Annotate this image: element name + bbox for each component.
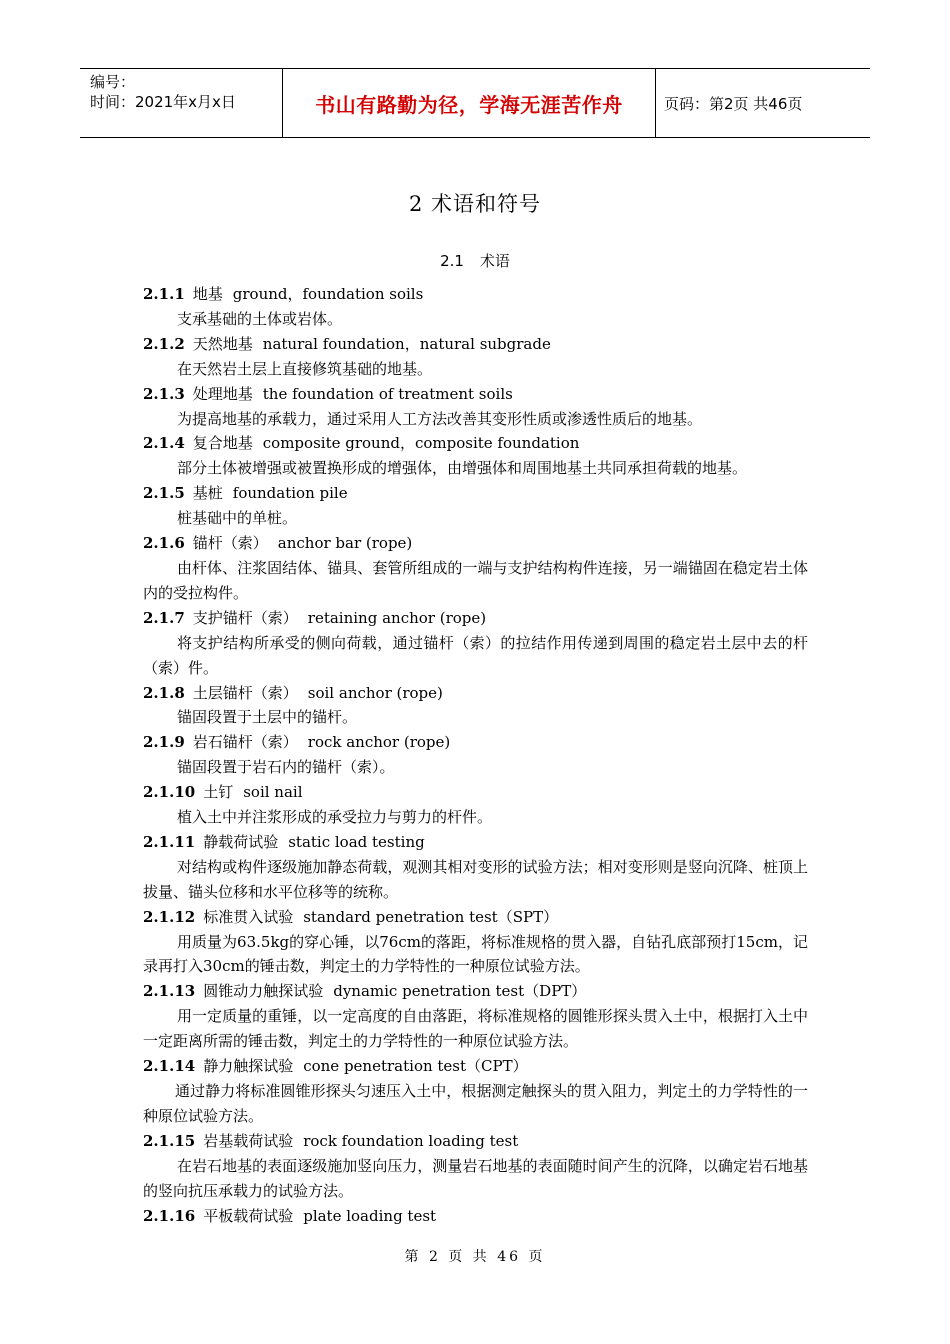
section-title: 术语 bbox=[479, 252, 510, 270]
term-english-name: foundation pile bbox=[232, 484, 348, 503]
term-heading bbox=[143, 1204, 808, 1229]
term-number: 2.1.11 bbox=[143, 832, 196, 851]
header-table bbox=[80, 68, 870, 138]
term-english-name: anchor bar (rope) bbox=[277, 534, 413, 553]
header-motto-cell bbox=[282, 69, 656, 137]
term-number: 2.1.4 bbox=[143, 434, 185, 453]
terms-list bbox=[143, 282, 808, 1228]
term-heading bbox=[143, 1054, 808, 1079]
section-number: 2.1 bbox=[440, 252, 464, 270]
term-heading bbox=[143, 1129, 808, 1154]
term-heading bbox=[143, 531, 808, 556]
term-definition: 对结构或构件逐级施加静态荷载，观测其相对变形的试验方法；相对变形则是竖向沉降、桩顶上拔量、锚头位移和水平位移等的统称。 bbox=[143, 857, 808, 901]
header-page-info: 页码：第2页 共46页 bbox=[664, 94, 803, 113]
term-definition: 为提高地基的承载力，通过采用人工方法改善其变形性质或渗透性质后的地基。 bbox=[177, 409, 703, 428]
term-heading bbox=[143, 780, 808, 805]
term-number: 2.1.6 bbox=[143, 534, 185, 553]
term-definition: 桩基础中的单桩。 bbox=[177, 509, 298, 528]
term-number: 2.1.3 bbox=[143, 384, 185, 403]
term-number: 2.1.13 bbox=[143, 982, 196, 1001]
header-motto: 书山有路勤为径，学海无涯苦作舟 bbox=[315, 92, 623, 117]
section-heading bbox=[0, 250, 950, 271]
term-english-name: ground，foundation soils bbox=[232, 285, 424, 303]
term-english-name: plate loading test bbox=[303, 1206, 437, 1225]
term-chinese-name: 岩基载荷试验 bbox=[203, 1131, 294, 1150]
term-number: 2.1.9 bbox=[143, 733, 185, 752]
term-definition: 部分土体被增强或被置换形成的增强体，由增强体和周围地基土共同承担荷载的地基。 bbox=[177, 459, 748, 478]
term-chinese-name: 锚杆（索） bbox=[192, 534, 268, 553]
term-chinese-name: 支护锚杆（索） bbox=[192, 608, 298, 627]
term-number: 2.1.2 bbox=[143, 334, 185, 353]
term-chinese-name: 岩石锚杆（索） bbox=[192, 733, 298, 752]
term-number: 2.1.10 bbox=[143, 783, 196, 802]
term-chinese-name: 土层锚杆（索） bbox=[192, 683, 298, 702]
term-chinese-name: 地基 bbox=[192, 285, 223, 303]
term-heading bbox=[143, 979, 808, 1004]
document-date-label: 时间：2021年x月x日 bbox=[90, 93, 236, 111]
term-chinese-name: 标准贯入试验 bbox=[203, 907, 294, 926]
term-number: 2.1.1 bbox=[143, 285, 185, 303]
term-english-name: retaining anchor (rope) bbox=[307, 608, 487, 627]
term-definition: 锚固段置于土层中的锚杆。 bbox=[177, 708, 358, 727]
term-number: 2.1.16 bbox=[143, 1206, 196, 1225]
term-number: 2.1.14 bbox=[143, 1057, 196, 1076]
term-definition: 植入土中并注浆形成的承受拉力与剪力的杆件。 bbox=[177, 808, 493, 827]
term-number: 2.1.12 bbox=[143, 907, 196, 926]
term-definition: 在天然岩土层上直接修筑基础的地基。 bbox=[177, 359, 433, 378]
term-heading bbox=[143, 481, 808, 506]
term-english-name: soil anchor (rope) bbox=[307, 683, 443, 702]
chapter-title: 2 术语和符号 bbox=[408, 192, 542, 216]
term-english-name: soil nail bbox=[243, 783, 303, 802]
term-english-name: rock foundation loading test bbox=[303, 1131, 519, 1150]
term-heading bbox=[143, 830, 808, 855]
term-definition: 在岩石地基的表面逐级施加竖向压力，测量岩石地基的表面随时间产生的沉降，以确定岩石地基的竖向抗压承载力的试验方法。 bbox=[143, 1156, 808, 1200]
term-chinese-name: 圆锥动力触探试验 bbox=[203, 982, 324, 1001]
document-id-label: 编号： bbox=[90, 73, 136, 91]
term-heading bbox=[143, 382, 808, 407]
term-heading bbox=[143, 606, 808, 631]
term-heading bbox=[143, 730, 808, 755]
term-heading bbox=[143, 905, 808, 930]
term-chinese-name: 平板载荷试验 bbox=[203, 1206, 294, 1225]
term-chinese-name: 天然地基 bbox=[192, 334, 253, 353]
term-english-name: cone penetration test（CPT） bbox=[303, 1057, 528, 1076]
term-heading bbox=[143, 431, 808, 456]
term-chinese-name: 基桩 bbox=[192, 484, 223, 503]
term-chinese-name: 静载荷试验 bbox=[203, 832, 279, 851]
term-heading bbox=[143, 332, 808, 357]
term-english-name: static load testing bbox=[288, 832, 425, 851]
term-number: 2.1.8 bbox=[143, 683, 185, 702]
term-definition: 通过静力将标准圆锥形探头匀速压入土中，根据测定触探头的贯入阻力，判定土的力学特性的一种原位试验方法。 bbox=[143, 1082, 808, 1125]
term-number: 2.1.15 bbox=[143, 1131, 196, 1150]
term-english-name: dynamic penetration test（DPT） bbox=[333, 982, 587, 1001]
term-definition: 将支护结构所承受的侧向荷载，通过锚杆（索）的拉结作用传递到周围的稳定岩土层中去的杆（索）件。 bbox=[143, 633, 808, 677]
term-chinese-name: 静力触探试验 bbox=[203, 1057, 294, 1076]
term-number: 2.1.5 bbox=[143, 484, 185, 503]
term-heading bbox=[143, 282, 808, 307]
term-definition: 支承基础的土体或岩体。 bbox=[177, 309, 343, 328]
term-english-name: natural foundation，natural subgrade bbox=[262, 334, 551, 353]
term-definition: 由杆体、注浆固结体、锚具、套管所组成的一端与支护结构构件连接，另一端锚固在稳定岩土体内的受拉构件。 bbox=[143, 558, 808, 602]
term-heading bbox=[143, 681, 808, 706]
header-meta-cell bbox=[80, 69, 282, 137]
page-footer: 第 2 页 共 46 页 bbox=[404, 1249, 546, 1265]
term-definition: 用质量为63.5kg的穿心锤，以76cm的落距，将标准规格的贯入器，自钻孔底部预打15cm，记录再打入30cm的锤击数，判定土的力学特性的一种原位试验方法。 bbox=[143, 932, 808, 976]
term-english-name: standard penetration test（SPT） bbox=[303, 907, 559, 926]
term-definition: 用一定质量的重锤，以一定高度的自由落距，将标准规格的圆锥形探头贯入土中，根据打入土中一定距离所需的锤击数，判定土的力学特性的一种原位试验方法。 bbox=[143, 1007, 808, 1051]
term-english-name: the foundation of treatment soils bbox=[262, 384, 513, 403]
term-chinese-name: 土钉 bbox=[203, 783, 234, 802]
term-english-name: rock anchor (rope) bbox=[307, 733, 451, 752]
term-chinese-name: 处理地基 bbox=[192, 384, 253, 403]
term-english-name: composite ground，composite foundation bbox=[262, 434, 580, 453]
header-page-cell bbox=[655, 69, 870, 137]
term-definition: 锚固段置于岩石内的锚杆（索）。 bbox=[177, 758, 395, 777]
term-chinese-name: 复合地基 bbox=[192, 434, 253, 453]
term-number: 2.1.7 bbox=[143, 608, 185, 627]
